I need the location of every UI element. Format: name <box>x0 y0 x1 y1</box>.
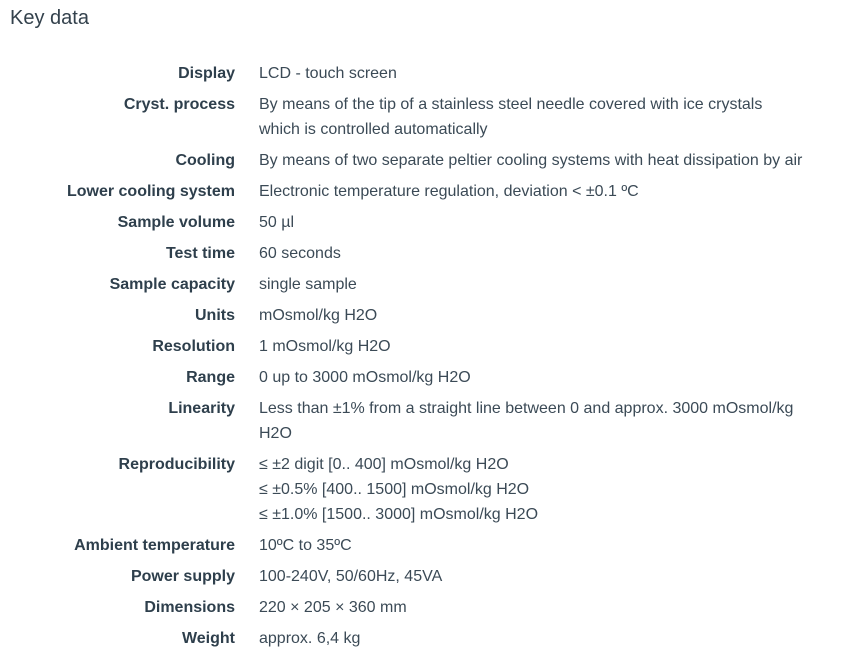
spec-value <box>259 626 859 651</box>
spec-value-line: Less than ±1% from a straight line between 0 and approx. 3000 mOsmol/kg <box>259 400 794 417</box>
spec-label: Cooling <box>175 152 235 169</box>
spec-value-line: single sample <box>259 276 357 293</box>
spec-row <box>0 396 861 446</box>
spec-label: Sample volume <box>117 214 235 231</box>
spec-label: Display <box>178 65 235 82</box>
spec-value <box>259 61 859 86</box>
spec-value <box>259 303 859 328</box>
spec-label: Ambient temperature <box>74 537 235 554</box>
spec-value-line: approx. 6,4 kg <box>259 630 361 647</box>
spec-value-line: Electronic temperature regulation, deviation < ±0.1 ºC <box>259 183 639 200</box>
spec-label: Power supply <box>130 568 235 585</box>
spec-label: Reproducibility <box>118 456 235 473</box>
spec-row <box>0 92 861 142</box>
spec-row <box>0 365 861 390</box>
spec-value <box>259 210 859 235</box>
page-title: Key data <box>10 7 89 29</box>
spec-value-line: 10ºC to 35ºC <box>259 537 352 554</box>
spec-value <box>259 334 859 359</box>
spec-label: Cryst. process <box>123 96 235 113</box>
spec-value <box>259 396 859 446</box>
spec-value <box>259 92 859 142</box>
spec-value-line: which is controlled automatically <box>259 121 488 138</box>
spec-label: Lower cooling system <box>66 183 235 200</box>
spec-value-line: mOsmol/kg H2O <box>259 307 378 324</box>
spec-row <box>0 595 861 620</box>
spec-row <box>0 241 861 266</box>
spec-label: Test time <box>165 245 235 262</box>
spec-row <box>0 334 861 359</box>
spec-value-line: 1 mOsmol/kg H2O <box>259 338 391 355</box>
spec-value-line: 60 seconds <box>259 245 341 262</box>
spec-value-line: 220 × 205 × 360 mm <box>259 599 407 616</box>
spec-row <box>0 210 861 235</box>
spec-value-line: ≤ ±0.5% [400.. 1500] mOsmol/kg H2O <box>259 481 530 498</box>
spec-row <box>0 564 861 589</box>
spec-row <box>0 452 861 527</box>
spec-value-line: 100-240V, 50/60Hz, 45VA <box>259 568 443 585</box>
spec-row <box>0 626 861 651</box>
spec-label: Range <box>186 369 235 386</box>
spec-row <box>0 148 861 173</box>
spec-value <box>259 365 859 390</box>
spec-value-line: ≤ ±1.0% [1500.. 3000] mOsmol/kg H2O <box>259 506 539 523</box>
spec-value <box>259 148 859 173</box>
spec-value-line: H2O <box>259 425 292 442</box>
spec-row <box>0 272 861 297</box>
spec-value <box>259 533 859 558</box>
spec-row <box>0 303 861 328</box>
spec-value <box>259 595 859 620</box>
spec-value <box>259 452 859 527</box>
spec-row <box>0 61 861 86</box>
spec-label: Dimensions <box>144 599 235 616</box>
spec-value-line: 50 µl <box>259 214 295 231</box>
spec-label: Units <box>195 307 235 324</box>
spec-value <box>259 564 859 589</box>
spec-value <box>259 241 859 266</box>
spec-value-line: ≤ ±2 digit [0.. 400] mOsmol/kg H2O <box>259 456 509 473</box>
spec-value-line: By means of two separate peltier cooling systems with heat dissipation by air <box>259 152 803 169</box>
spec-value-line: LCD - touch screen <box>259 65 397 82</box>
spec-label: Sample capacity <box>109 276 235 293</box>
spec-row <box>0 533 861 558</box>
spec-label: Resolution <box>152 338 235 355</box>
spec-value-line: 0 up to 3000 mOsmol/kg H2O <box>259 369 471 386</box>
spec-label: Weight <box>181 630 235 647</box>
spec-value <box>259 179 859 204</box>
spec-value-line: By means of the tip of a stainless steel needle covered with ice crystals <box>259 96 763 113</box>
key-data-table <box>0 61 861 657</box>
spec-row <box>0 179 861 204</box>
spec-value <box>259 272 859 297</box>
spec-label: Linearity <box>168 400 235 417</box>
